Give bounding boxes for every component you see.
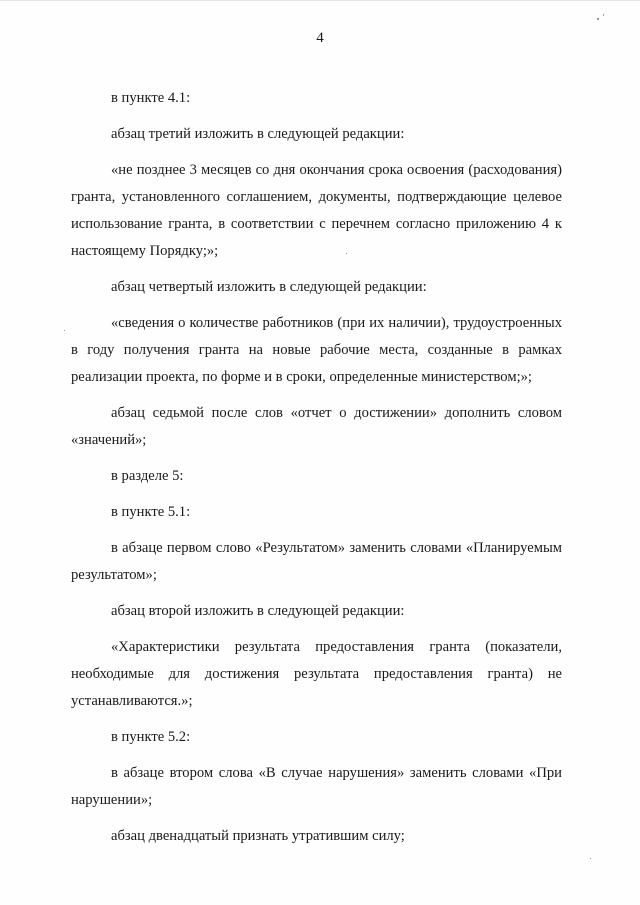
paragraph-razdel-5: в разделе 5: xyxy=(111,468,184,484)
page-number: 4 xyxy=(316,30,324,46)
document-body xyxy=(71,85,562,859)
scan-speck xyxy=(603,14,604,16)
paragraph-abzac-tretiy: абзац третий изложить в следующей редакции: xyxy=(111,126,405,142)
paragraph-abzac-dvenadcatyy: абзац двенадцатый признать утратившим силу; xyxy=(111,828,405,844)
paragraph-abzac-chetvertyy: абзац четвертый изложить в следующей редакции: xyxy=(111,279,427,295)
paragraph-quote-harakteristiki: «Характеристики результата предоставления гранта (показатели, необходимые для достижения результата предоставления гранта) не устанавливаются.»; xyxy=(71,639,562,709)
paragraph-abzac-sedmoy: абзац седьмой после слов «отчет о достижении» дополнить словом «значений»; xyxy=(71,405,562,448)
scan-speck xyxy=(346,253,347,254)
paragraph-quote-ne-pozdnee: «не позднее 3 месяцев со дня окончания срока освоения (расходования) гранта, установленного соглашением, документы, подтверждающие целевое использование гранта, в соответствии с перечнем согласно приложению 4 к настоящему Порядку;»; xyxy=(71,162,562,259)
paragraph-quote-svedeniya: «сведения о количестве работников (при их наличии), трудоустроенных в году получения гранта на новые рабочие места, созданные в рамках реализации проекта, по форме и в сроки, определенные министерством;»; xyxy=(71,315,562,385)
scan-speck xyxy=(64,330,65,331)
paragraph-punkt-4-1: в пункте 4.1: xyxy=(111,90,191,106)
paragraph-abzac-vtorom: в абзаце втором слова «В случае нарушения» заменить словами «При нарушении»; xyxy=(71,765,562,808)
paragraph-abzac-pervyy: в абзаце первом слово «Результатом» заменить словами «Планируемым результатом»; xyxy=(71,540,562,583)
paragraph-abzac-vtoroy: абзац второй изложить в следующей редакции: xyxy=(111,603,405,619)
paragraph-punkt-5-2: в пункте 5.2: xyxy=(111,729,191,745)
scan-speck xyxy=(590,858,591,859)
scan-speck xyxy=(597,18,599,20)
paragraph-punkt-5-1: в пункте 5.1: xyxy=(111,504,191,520)
scan-edge-line xyxy=(0,0,640,1)
